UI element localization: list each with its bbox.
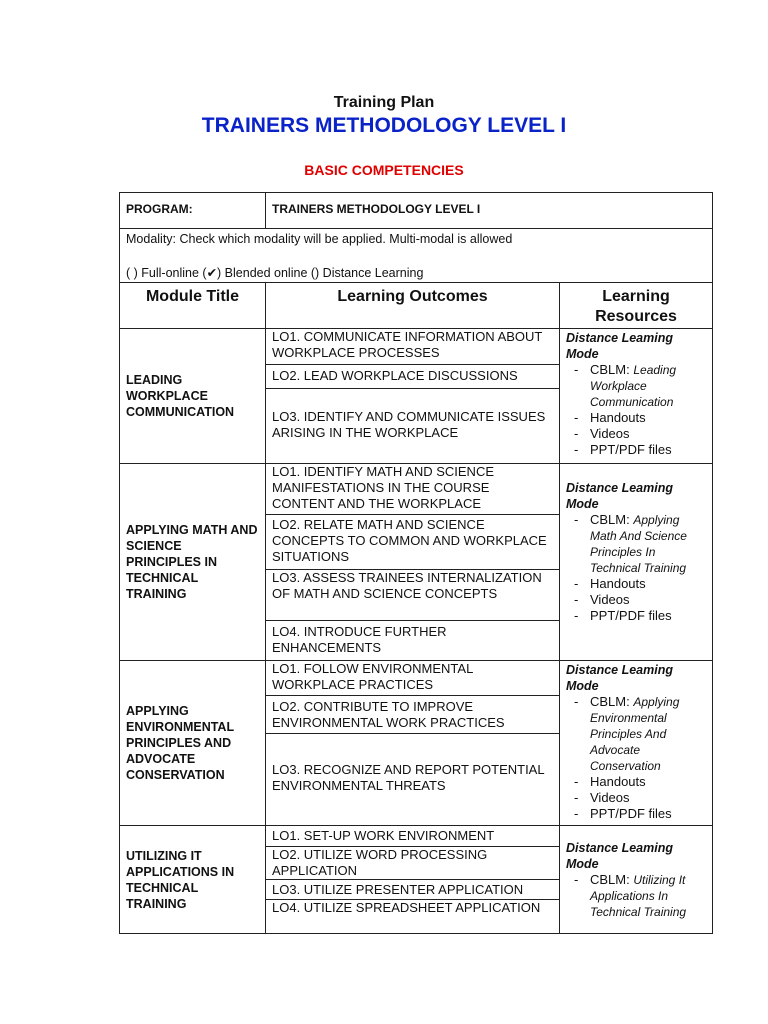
module-title: APPLYING ENVIRONMENTAL PRINCIPLES AND ADVOCATE CONSERVATION	[120, 661, 266, 826]
resources-cell	[560, 661, 713, 826]
resource-item: - Handouts	[566, 410, 706, 426]
resource-list	[566, 512, 706, 624]
resource-list	[566, 872, 706, 920]
cblm-title: Applying Environmental Principles And Advocate Conservation	[590, 695, 680, 773]
modality-row	[120, 229, 713, 283]
resource-item: - Handouts	[566, 576, 706, 592]
resource-item: - PPT/PDF files	[566, 806, 706, 822]
learning-outcome: LO3. IDENTIFY AND COMMUNICATE ISSUES ARISING IN THE WORKPLACE	[272, 409, 546, 440]
resource-item: - PPT/PDF files	[566, 442, 706, 458]
cblm-title: Applying Math And Science Principles In Technical Training	[590, 513, 687, 575]
resources-cell	[560, 826, 713, 934]
learning-outcome: LO3. ASSESS TRAINEES INTERNALIZATION OF MATH AND SCIENCE CONCEPTS	[266, 570, 559, 621]
outcomes-cell	[266, 329, 560, 464]
learning-outcome: LO2. UTILIZE WORD PROCESSING APPLICATION	[266, 847, 559, 880]
resource-item: - Handouts	[566, 774, 706, 790]
module-row	[120, 826, 713, 934]
resource-item: - PPT/PDF files	[566, 608, 706, 624]
modality-instruction: Modality: Check which modality will be applied. Multi-modal is allowed	[126, 232, 513, 246]
outcomes-cell	[266, 661, 560, 826]
learning-mode: Distance Leaming Mode	[566, 663, 673, 693]
learning-outcome: LO4. INTRODUCE FURTHER ENHANCEMENTS	[272, 624, 447, 655]
learning-mode: Distance Leaming Mode	[566, 331, 673, 361]
training-plan-table	[119, 192, 713, 934]
resource-item: - Videos	[566, 592, 706, 608]
learning-outcome: LO1. FOLLOW ENVIRONMENTAL WORKPLACE PRACTICES	[266, 661, 559, 696]
outcomes-cell	[266, 826, 560, 934]
cblm-title: Leading Workplace Communication	[590, 363, 677, 409]
program-row	[120, 193, 713, 229]
module-row	[120, 464, 713, 661]
learning-outcome: LO4. UTILIZE SPREADSHEET APPLICATION	[272, 900, 541, 915]
module-title-header: Module Title	[120, 283, 266, 329]
modality-options: ( ) Full-online (✔) Blended online () Distance Learning	[126, 266, 424, 280]
module-title: APPLYING MATH AND SCIENCE PRINCIPLES IN TECHNICAL TRAINING	[120, 464, 266, 661]
module-row	[120, 329, 713, 464]
resource-item: - Videos	[566, 790, 706, 806]
module-title: LEADING WORKPLACE COMMUNICATION	[120, 329, 266, 464]
module-row	[120, 661, 713, 826]
learning-outcome: LO1. SET-UP WORK ENVIRONMENT	[266, 826, 559, 847]
learning-outcome: LO1. IDENTIFY MATH AND SCIENCE MANIFESTATIONS IN THE COURSE CONTENT AND THE WORKPLACE	[266, 464, 559, 515]
learning-outcome: LO2. RELATE MATH AND SCIENCE CONCEPTS TO COMMON AND WORKPLACE SITUATIONS	[266, 515, 559, 570]
resources-cell	[560, 329, 713, 464]
module-title: UTILIZING IT APPLICATIONS IN TECHNICAL TRAINING	[120, 826, 266, 934]
resource-item: - CBLM: Utilizing It Applications In Technical Training	[566, 872, 706, 920]
learning-outcome: LO2. CONTRIBUTE TO IMPROVE ENVIRONMENTAL WORK PRACTICES	[266, 696, 559, 734]
learning-outcome: LO3. RECOGNIZE AND REPORT POTENTIAL ENVIRONMENTAL THREATS	[272, 762, 545, 793]
column-header-row	[120, 283, 713, 329]
program-label: PROGRAM:	[120, 193, 266, 229]
document-title: Training Plan	[333, 94, 435, 111]
modality-cell	[120, 229, 713, 283]
learning-outcome: LO3. UTILIZE PRESENTER APPLICATION	[266, 880, 559, 900]
resource-item: - Videos	[566, 426, 706, 442]
learning-outcome: LO2. LEAD WORKPLACE DISCUSSIONS	[266, 365, 559, 389]
learning-outcome: LO1. COMMUNICATE INFORMATION ABOUT WORKPLACE PROCESSES	[266, 329, 559, 365]
program-value: TRAINERS METHODOLOGY LEVEL I	[266, 193, 713, 229]
learning-resources-header: Learning Resources	[560, 283, 713, 329]
resource-item: - CBLM: Leading Workplace Communication	[566, 362, 706, 410]
learning-outcomes-header: Learning Outcomes	[266, 283, 560, 329]
learning-mode: Distance Leaming Mode	[566, 481, 673, 511]
cblm-title: Utilizing It Applications In Technical Training	[590, 873, 687, 919]
resource-list	[566, 694, 706, 822]
resource-list	[566, 362, 706, 458]
document-subtitle: TRAINERS METHODOLOGY LEVEL I	[201, 114, 567, 137]
resources-cell	[560, 464, 713, 661]
learning-mode: Distance Leaming Mode	[566, 841, 673, 871]
section-heading: BASIC COMPETENCIES	[304, 162, 464, 178]
resource-item: - CBLM: Applying Math And Science Principles In Technical Training	[566, 512, 706, 576]
outcomes-cell	[266, 464, 560, 661]
resource-item: - CBLM: Applying Environmental Principles And Advocate Conservation	[566, 694, 706, 774]
